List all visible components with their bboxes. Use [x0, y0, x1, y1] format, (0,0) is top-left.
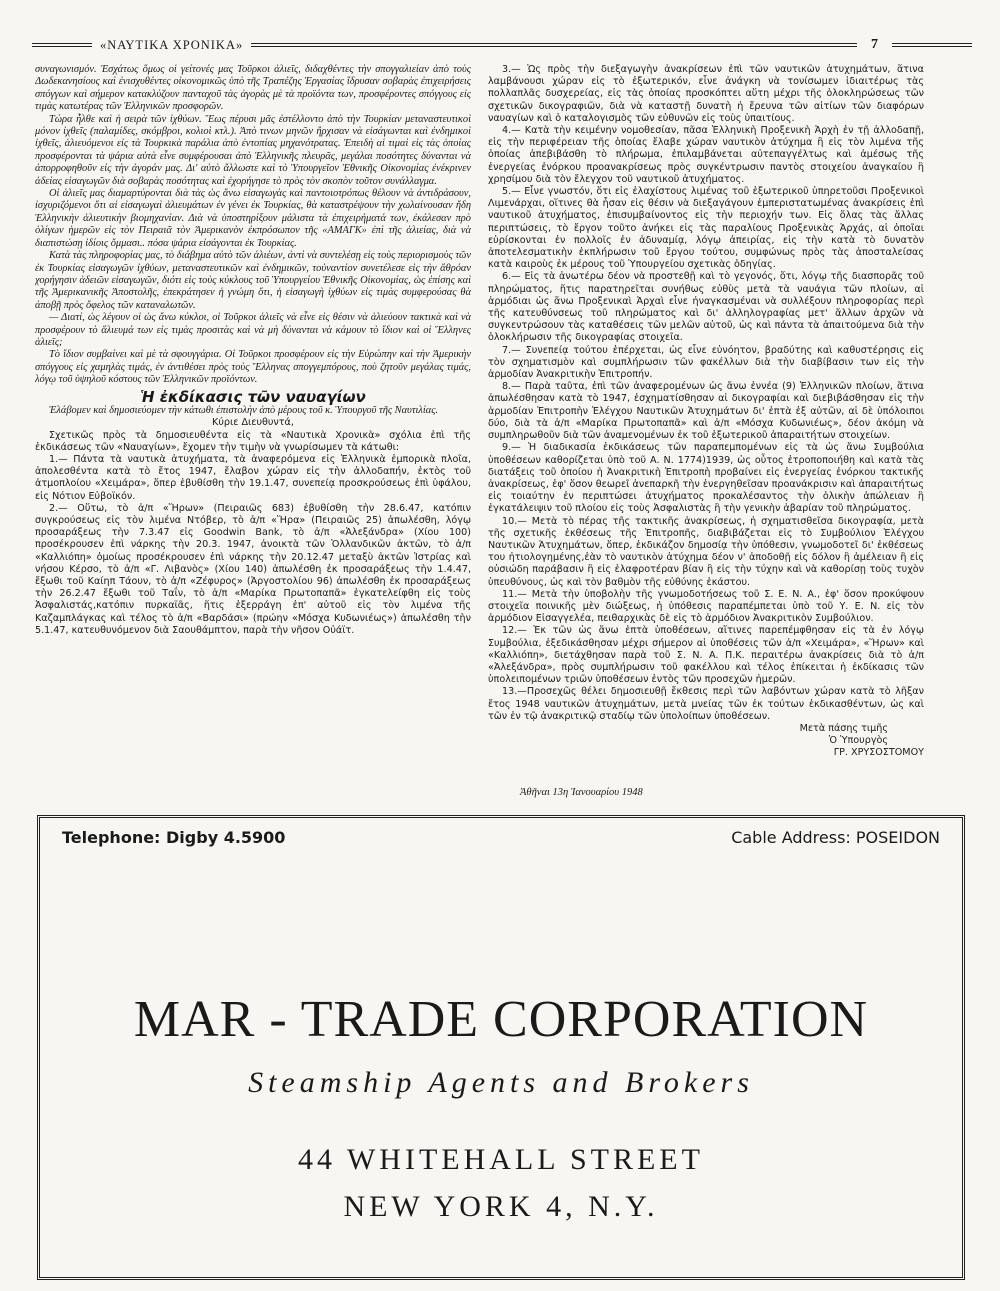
address-city: NEW YORK 4, N.Y. — [343, 1190, 659, 1223]
letter-item: 11.— Μετὰ τὴν ὑποβολὴν τῆς γνωμοδοτήσεως τοῦ Σ. Ε. Ν. Α., ἐφ' ὅσον προκύψουν στοιχεῖα ποινικῆς μὲν διώξεως, ἡ ὑπόθεσις παραπέμπεται ὑπὸ τοῦ Υ. Ε. Ν. εἰς τὸν ἁρμόδιον Εἰσαγγελέα, πειθαρχικὰς δὲ εἰς τὸ ἁρμόδιον Ἀνακριτικὸν Συμβούλιον. — [488, 588, 924, 625]
letter-item: 6.— Εἰς τὰ ἀνωτέρω δέον νὰ προστεθῇ καὶ τὸ γεγονός, ὅτι, λόγῳ τῆς διασπορᾶς τοῦ πληρώματος, ἥτις παρατηρεῖται συνήθως εὐθὺς μετὰ τὰ ναυάγια τῶν πλοίων, αἱ ἁρμόδιαι ὡς ἄνω Προξενικαὶ Ἀρχαὶ εἶνε ἠναγκασμέναι νὰ συλλέξουν πληροφορίας περὶ τῆς κατευθύνσεως τοῦ πληρώματος καὶ δι' ἀλληλογραφίας μετ' ἄλλων ἀρχῶν νὰ συγκεντρώσουν τὰς καταθέσεις τῶν μελῶν αὐτοῦ, ὡς καὶ πάντα τὰ ἀπαιτούμενα διὰ τὴν ὁλοκλήρωσιν τῆς δικογραφίας στοιχεῖα. — [488, 271, 924, 344]
article-paragraph: Τώρα ἦλθε καὶ ἡ σειρὰ τῶν ἰχθύων. Ἕως πέρυσι μᾶς ἐστέλλοντο ἀπὸ τὴν Τουρκίαν μεταναστευτικοὶ μόνον ἰχθεῖς (παλαμίδες, σκόμβροι, κολιοὶ κτλ.). Ἀπὸ τινων μηνῶν ἤρχισαν νὰ εἰσάγωνται καὶ ἐνδημικοὶ ἰχθεῖς, ἁλιευόμενοι εἰς τὰ Τουρκικὰ παράλια ἀπὸ ἐντοπίας μηχανότρατας. Ἐπειδὴ αἱ τιμαὶ εἰς τὰς ὁποίας προσφέρονται τὰ ψάρια αὐτὰ εἶνε συμφέρουσαι ἀπὸ Ἑλληνικῆς πλευρᾶς, μεγάλαι ποσότητες δύνανται νὰ ἀπορροφηθοῦν εἰς τὴν ἀγοράν μας. Δι' αὐτὸ ἄλλωστε καὶ τὸ Ὑπουργεῖον Ἐθνικῆς Οἰκονομίας ἐνέκρινεν ἀδείας εἰσαγωγῶν διὰ σοβαρὰς ποσότητας καὶ ἐχορήγησε τὸ πρὸς τὸν σκοπὸν τοῦτον συνάλλαγμα. — [35, 113, 471, 187]
header-rule-left — [32, 43, 92, 47]
right-column — [488, 64, 924, 794]
telephone-number: Telephone: Digby 4.5900 — [62, 827, 286, 847]
page-number: 7 — [871, 37, 878, 52]
letter-item: 12.— Ἐκ τῶν ὡς ἄνω ἑπτὰ ὑποθέσεων, αἵτινες παρεπέμφθησαν εἰς τὰ ἐν λόγῳ Συμβούλια, ἐξεδικάσθησαν μέχρι σήμερον αἱ ὑποθέσεις τῶν ἀ/π «Χειμάρα», «Ἥρων» καὶ «Καλλιόπη», διετάχθησαν παρὰ τοῦ Σ. Ν. Α. Π.Κ. περαιτέρω ἀνακρίσεις διὰ τὸ ἀ/π «Ἀλεξάνδρα», πρὸς συμπλήρωσιν τοῦ φακέλλου καὶ τέλος ἐπίκειται ἡ ἐκδίκασις τῶν ὑπολειπομένων τριῶν ὑποθέσεων ἐντὸς τῶν προσεχῶν ἡμερῶν. — [488, 625, 924, 686]
left-column — [35, 64, 471, 804]
header-rule-right — [892, 43, 972, 47]
advertisement-box — [37, 815, 965, 1280]
section-heading: Ἡ ἐκδίκασις τῶν ναυαγίων — [140, 387, 366, 406]
letter-intro: Ἐλάβομεν καὶ δημοσιεύομεν τὴν κάτωθι ἐπιστολὴν ἀπὸ μέρους τοῦ κ. Ὑπουργοῦ τῆς Ναυτιλίας. — [49, 404, 439, 416]
article-paragraph: συναγωνισμόν. Ἐσχάτως ὅμως οἱ γείτονές μας Τοῦρκοι ἁλιεῖς, διδαχθέντες τὴν σπογγαλιείαν ἀπὸ τοὺς Δωδεκανησίους καὶ ἐνισχυθέντες οἰκονομικῶς ὑπὸ τῆς Τραπέζης Ἐργασίας ἵδρυσαν σοβαρὰς ἐπιχειρήσεις σπόγγων καὶ σήμερον κατακλύζουν πανταχοῦ τὰς ἀγορὰς μὲ τὰ προϊόντα των, προσφέροντες σπόγγους εἰς τιμὰς κατωτέρας τῶν Ἑλληνικῶν προσφορῶν. — [35, 64, 471, 113]
letter-item: 3.— Ὡς πρὸς τὴν διεξαγωγὴν ἀνακρίσεων ἐπὶ τῶν ναυτικῶν ἀτυχημάτων, ἅτινα λαμβάνουσι χώραν εἰς τὸ ἐξωτερικόν, εἶνε ἀνάγκη νὰ τονίσωμεν ἰδιαιτέρως τὰς πολλαπλᾶς δυσχερείας, εἰς τὰς ὁποίας προσκόπτει αὕτη μέχρι τῆς ὁλοκληρώσεως τῶν σχετικῶν δικογραφιῶν, διὰ νὰ καταστῇ δυνατὴ ἡ ἔρευνα τῶν αἰτίων τῶν διαφόρων ναυαγίων καὶ ὁ καταλογισμὸς τῶν εὐθυνῶν εἰς τοὺς ὑπαιτίους. — [488, 64, 924, 124]
letter-item: 2.— Οὕτω, τὸ ἀ/π «Ἥρων» (Πειραιῶς 683) ἐβυθίσθη τὴν 28.6.47, κατόπιν συγκρούσεως εἰς τὸν λιμένα Ντόβερ, τὸ ἀ/π «Ἥρα» (Πειραιῶς 25) ἀπωλέσθη, λόγῳ προσαράξεως τὴν 7.3.47 εἰς Goodwin Bank, τὸ ἀ/π «Ἀλεξάνδρα» (Χίου 100) προσέκρουσεν ἐπὶ νάρκης τὴν 20.3. 1947, ἀνοικτὰ τῶν Ὁλλανδικῶν ἀκτῶν, τὸ ἀ/π «Καλλιόπη» ὁμοίως προσέκρουσεν ἐπὶ νάρκης τὴν 20.12.47 μεταξὺ ἀκτῶν Ἰστρίας καὶ νήσου Κέρσο, τὸ ἀ/π «Γ. Λιβανὸς» (Χίου 140) ἀπωλέσθη ἐκ προσαράξεως τὴν 1.4.47, ἔξωθι τοῦ Καίηπ Τάουν, τὸ ἀ/π «Ζέφυρος» (Ἀργοστολίου 96) ἀπωλέσθη ἐκ προσαράξεως τὴν 26.2.47 ἔξωθι τοῦ Ταΐν, τὸ ἀ/π «Μαρίκα Πρωτοπαπᾶ» ἐγκατελείφθη εἰς τοὺς Ἀσφαλιστάς,κατόπιν πυρκαϊᾶς, ἥτις ἐξερράγη ἐπ' αὐτοῦ εἰς τὸν λιμένα τῆς Καζαμπλάγκας καὶ τέλος τὸ ἀ/π «Βαρδάσι» (πρώην «Μόσχα Κυδωνιέως») ἀπωλέσθη τὴν 5.1.47, κατευθυνόμενον διὰ Σαουθάμπτον, παρὰ τὴν νῆσον Οὐάϊτ. — [35, 502, 471, 636]
letter-item: 8.— Παρὰ ταῦτα, ἐπὶ τῶν ἀναφερομένων ὡς ἄνω ἐννέα (9) Ἑλληνικῶν πλοίων, ἅτινα ἀπωλέσθησαν κατὰ τὸ 1947, ἐσχηματίσθησαν αἱ δικογραφίαι καὶ διεβιβάσθησαν εἰς τὴν ἁρμοδίαν Ἐπιτροπὴν Ἐλέγχου Ναυτικῶν Ἀτυχημάτων δι' ἑπτὰ ἐξ αὐτῶν, αἱ δὲ ὑπόλοιποι δύο, διὰ τὰ ἀ/π «Μαρίκα Πρωτοπαπᾶ» καὶ ἀ/π «Μόσχα Κυδωνιέως», δέον ἀκόμη νὰ συμπληρωθοῦν διὰ τῶν ἀναμενομένων ἐκ τοῦ ἐξωτερικοῦ ἀπαραιτήτων στοιχείων. — [488, 381, 924, 442]
letter-closing: Μετὰ πάσης τιμῆς — [799, 722, 888, 734]
letter-paragraph: Σχετικῶς πρὸς τὰ δημοσιευθέντα εἰς τὰ «Ναυτικὰ Χρονικὰ» σχόλια ἐπὶ τῆς ἐκδικάσεως τῶν «Ναυαγίων», ἔχομεν τὴν τιμὴν νὰ γνωρίσωμεν τὰ κάτωθι: — [35, 429, 471, 453]
letter-item: 7.— Συνεπείᾳ τούτου ἐπέρχεται, ὡς εἶνε εὐνόητον, βραδύτης καὶ καθυστέρησις εἰς τὸν σχηματισμὸν καὶ συμπλήρωσιν τῶν φακέλλων διὰ τὴν διαβίβασιν των εἰς τὴν ἁρμοδίαν Ἀνακριτικὴν Ἐπιτροπήν. — [488, 344, 924, 381]
letter-item: 1.— Πάντα τὰ ναυτικὰ ἀτυχήματα, τὰ ἀναφερόμενα εἰς Ἑλληνικὰ ἐμπορικὰ πλοῖα, ἀπολεσθέντα κατὰ τὸ ἔτος 1947, ἔλαβον χώραν εἰς τὴν ἀλλοδαπήν, ἐκτὸς τοῦ ἀτμοπλοίου «Χειμάρα», ὅπερ ἐβυθίσθη τὴν 19.1.47, συνεπείᾳ προσκρούσεως ἐπὶ ὑφάλου, εἰς Νότιον Εὐβοϊκόν. — [35, 453, 471, 502]
company-name: MAR - TRADE CORPORATION — [133, 991, 869, 1048]
journal-title: «ΝΑΥΤΙΚΑ ΧΡΟΝΙΚΑ» — [100, 37, 244, 52]
letter-item: 5.— Εἶνε γνωστόν, ὅτι εἰς ἐλαχίστους λιμένας τοῦ ἐξωτερικοῦ ὑπηρετοῦσι Προξενικοὶ Λιμενάρχαι, οἵτινες θὰ ἦσαν εἰς θέσιν νὰ διεξαγάγουν ἐμπεριστατωμένας ἀνακρίσεις ἐπὶ ναυτικοῦ ἀτυχήματος, ἐπισυμβαίνοντος εἰς τὴν περιοχήν των. Εἰς ὅλας τὰς ἄλλας περιπτώσεις, τὸ ἔργον τοῦτο ἀνήκει εἰς τὰς παραλίους Προξενικὰς Ἀρχάς, αἱ ὁποῖαι εὑρίσκονται ἐν πολλοῖς ἐν ἀδυναμίᾳ, λόγῳ ἀπειρίας, εἰς τὴν κατὰ τὸ δυνατὸν ἀποτελεσματικὴν ἐκπλήρωσιν τοῦ ἔργου τούτου, συμφώνως πρὸς τὰς ἀποσταλείσας κατὰ καιροὺς ἐκ μέρους τοῦ Ὑπουργείου σχετικὰς ὁδηγίας. — [488, 186, 924, 271]
company-tagline: Steamship Agents and Brokers — [248, 1066, 754, 1099]
signer-name: ΓΡ. ΧΡΥΣΟΣΤΟΜΟΥ — [833, 747, 924, 759]
article-paragraph: Οἱ ἁλιεῖς μας διαμαρτύρονται διὰ τὰς ὡς ἄνω εἰσαγωγὰς καὶ παντοιοτρόπως θέλουν νὰ ἀντιδράσουν, ἰσχυριζόμενοι ὅτι αἱ εἰσαγωγαὶ ἁλιευμάτων ἐν γένει ἐκ Τουρκίας, θὰ καταστρέψουν τὴν χωλαίνουσαν ἤδη Ἑλληνικὴν ἁλιευτικὴν βιομηχανίαν. Διὰ νὰ ὑποστηρίξουν μάλιστα τὰ ἐπιχειρήματά των, ἐκάλεσαν πρὸ ὀλίγων ἡμερῶν εἰς τὸν Πειραιᾶ τὸν Ἀμερικανὸν ἐκπρόσωπον τῆς «ΑΜΑΓΚ» ἐπὶ τῆς ἁλιείας, διὰ νὰ διαπιστώσῃ ἰδίοις ὄμμασι.. πόσα ψάρια εἰσάγονται ἐκ Τουρκίας. — [35, 188, 471, 249]
letter-item: 13.—Προσεχῶς θέλει δημοσιευθῇ ἔκθεσις περὶ τῶν λαβόντων χώραν κατὰ τὸ λῆξαν ἔτος 1948 ναυτικῶν ἀτυχημάτων, μετὰ μνείας τῶν ἐκ τούτων ἐκδικασθέντων, ὡς καὶ τῶν ἐν τῷ ἀνακριτικῷ σταδίῳ τῶν ὑπολοίπων ὑποθέσεων. — [488, 686, 924, 722]
cable-address: Cable Address: POSEIDON — [731, 827, 940, 847]
letter-salutation: Κύριε Διευθυντά, — [212, 417, 294, 429]
header-rule-middle — [251, 43, 857, 47]
signer-title: Ὁ Ὑπουργὸς — [828, 735, 888, 747]
article-paragraph: Κατὰ τὰς πληροφορίας μας, τὸ διάβημα αὐτὸ τῶν ἁλιέων, ἀντὶ νὰ συντελέσῃ εἰς τοὺς περιορισμοὺς τῶν ἐκ Τουρκίας εἰσαγωγῶν ἰχθύων, μεταναστευτικῶν καὶ ἐνδημικῶν, τοὐναντίον συνετέλεσε εἰς τὴν ἄθρόαν χορήγησιν ἀδειῶν εἰσαγωγῶν, διότι εἰς τοὺς κύκλους τοῦ Ὑπουργείου Ἐθνικῆς Οἰκονομίας, ὡς ἐπίσης καὶ τῆς Ἀμερικανικῆς Ἀποστολῆς, ἐπεκράτησεν ἡ γνώμη ὅτι, ἡ εἰσαγωγὴ ἰχθύων εἰς τιμὰς συμφερούσας θὰ ἀποβῇ πρὸς ὄφελος τῶν καταναλωτῶν. — [35, 250, 471, 311]
advertisement-contact-row — [62, 824, 940, 850]
letter-dateline: Ἀθῆναι 13η Ἰανουαρίου 1948 — [520, 787, 643, 798]
letter-item: 10.— Μετὰ τὸ πέρας τῆς τακτικῆς ἀνακρίσεως, ἡ σχηματισθεῖσα δικογραφία, μετὰ τῆς σχετικῆς ἐκθέσεως τῆς Ἐπιτροπῆς, διαβιβάζεται εἰς τὸ Συμβούλιον Ἐλέγχου Ναυτικῶν Ἀτυχημάτων, ὅπερ, ἐκδικάζον δημοσίᾳ τὴν ὑπόθεσιν, γνωμοδοτεῖ δι' ἐκθέσεως του ἠτιολογημένης,ἐὰν τὸ ναυτικὸν ἀτύχημα δέον ν' ἀποδοθῇ εἰς δόλον ἢ ἀμέλειαν ἢ εἰς οὐσιώδη παράβασιν ἢ εἰς ἐλαφροτέραν βίαν ἢ εἰς τὴν τύχην καὶ νὰ καθορίσῃ τοὺς τυχὸν ὑπευθύνους, ὡς καὶ τὸν βαθμὸν τῆς εὐθύνης ἑκάστου. — [488, 515, 924, 588]
running-header — [32, 36, 972, 54]
address-street: 44 WHITEHALL STREET — [298, 1143, 704, 1176]
letter-item: 4.— Κατὰ τὴν κειμένην νομοθεσίαν, πᾶσα Ἑλληνικὴ Προξενικὴ Ἀρχὴ ἐν τῇ ἀλλοδαπῇ, εἰς τὴν περιφέρειαν τῆς ὁποίας ἔλαβε χώραν ναυτικὸν ἀτύχημα ἢ εἰς τὸν λιμένα τῆς ὁποίας ἀπεβιβάσθη τὸ πλήρωμα, ἐπιλαμβάνεται αὐτεπαγγέλτως καὶ ἀμέσως τῆς ἐνεργείας ἐνόρκου προανακρίσεως πρὸς συγκέντρωσιν παντὸς στοιχείου ἀναγκαίου ἢ χρησίμου διὰ τὸν ἔλεγχον τοῦ ναυτικοῦ ἀτυχήματος. — [488, 125, 924, 185]
article-paragraph: Τὸ ἴδιον συμβαίνει καὶ μὲ τὰ σφουγγάρια. Οἱ Τοῦρκοι προσφέρουν εἰς τὴν Εὐρώπην καὶ τὴν Ἀμερικὴν σπόγγους εἰς χαμηλὰς τιμάς, ἐν ἀντιθέσει πρὸς τοὺς Ἕλληνας σπογγεμπόρους, ποὺ ζητοῦν μεγάλας τιμάς, λόγῳ τοῦ ὑψηλοῦ κόστους τῶν Ἑλληνικῶν προϊόντων. — [35, 349, 471, 386]
article-paragraph: — Διατί, ὡς λέγουν οἱ ὡς ἄνω κύκλοι, οἱ Τοῦρκοι ἁλιεῖς νὰ εἶνε εἰς θέσιν νὰ ἁλιεύουν τακτικὰ καὶ νὰ προσφέρουν τὸ ἅλιευμά των εἰς τιμὰς προσιτὰς καὶ νὰ μὴ δύνανται νὰ κάμουν τὸ ἴδιον καὶ οἱ Ἕλληνες ἁλιεῖς; — [35, 312, 471, 348]
letter-item: 9.— Ἡ διαδικασία ἐκδικάσεως τῶν παραπεμπομένων εἰς τὰ ὡς ἄνω Συμβούλια ὑποθέσεων καθορίζεται ὑπὸ τοῦ Α. Ν. 1774)1939, ὡς οὗτος ἐτροποποιήθη καὶ κατὰ τὰς διατάξεις τοῦ ὁποίου ἡ Ἀνακριτικὴ Ἐπιτροπὴ προβαίνει εἰς ἐνεργείας ἐνόρκου τακτικῆς ἀνακρίσεως, ἐφ' ὅσον θεωρεῖ ἀνεπαρκῆ τὴν ἐνεργηθεῖσαν προανάκρισιν καὶ ἀπαραιτήτως εἰς τοιαύτην ἐν περιπτώσει ἀτυχήματος προκαλέσαντος τὴν ὁλικὴν ἀπώλειαν ἢ ἐγκατάλειψιν τοῦ πλοίου εἰς τοὺς Ἀσφαλιστὰς ἢ τὴν γενικὴν ἀβαρίαν τοῦ πληρώματος. — [488, 442, 924, 515]
